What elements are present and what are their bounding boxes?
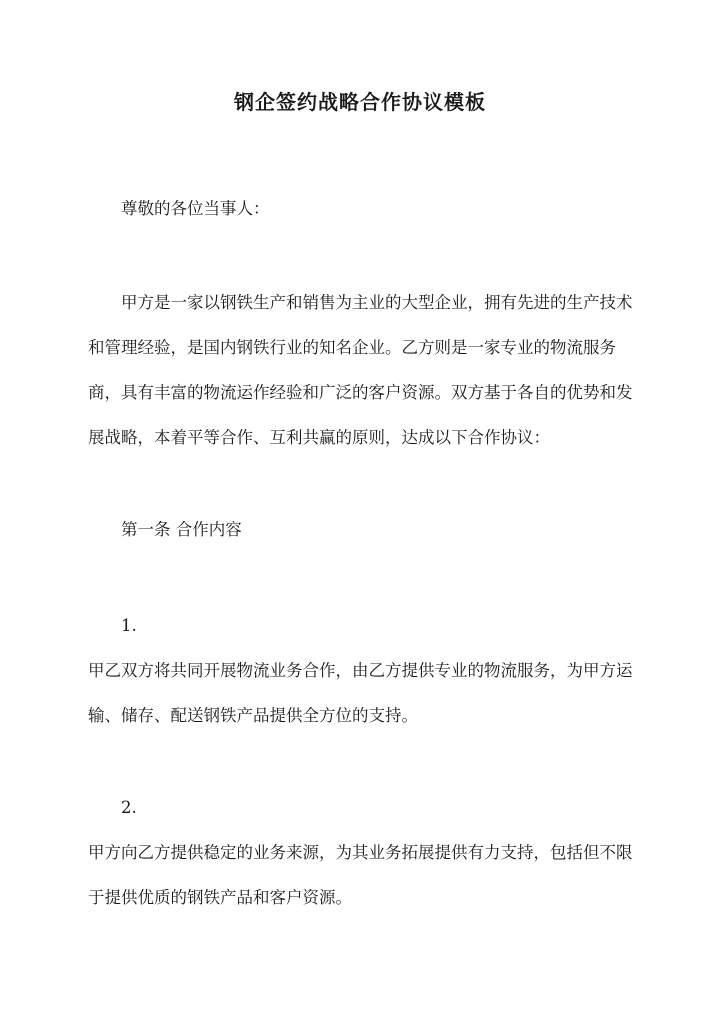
clause-text: 甲乙双方将共同开展物流业务合作，由乙方提供专业的物流服务，为甲方运输、储存、配送钢铁产品提供全方位的支持。 — [88, 661, 633, 725]
clause-text: 甲方向乙方提供稳定的业务来源，为其业务拓展提供有力支持，包括但不限于提供优质的钢铁产品和客户资源。 — [88, 843, 633, 907]
salutation: 尊敬的各位当事人： — [121, 199, 270, 218]
clause-number: 2. — [121, 798, 137, 817]
clause-number: 1. — [121, 616, 137, 635]
document-title: 钢企签约战略合作协议模板 — [234, 90, 486, 114]
intro-paragraph: 甲方是一家以钢铁生产和销售为主业的大型企业，拥有先进的生产技术和管理经验，是国内钢铁行业的知名企业。乙方则是一家专业的物流服务商，具有丰富的物流运作经验和广泛的客户资源。双方基于各自的优势和发展战略，本着平等合作、互利共赢的原则，达成以下合作协议： — [88, 293, 633, 447]
article-heading: 第一条 合作内容 — [121, 520, 242, 539]
